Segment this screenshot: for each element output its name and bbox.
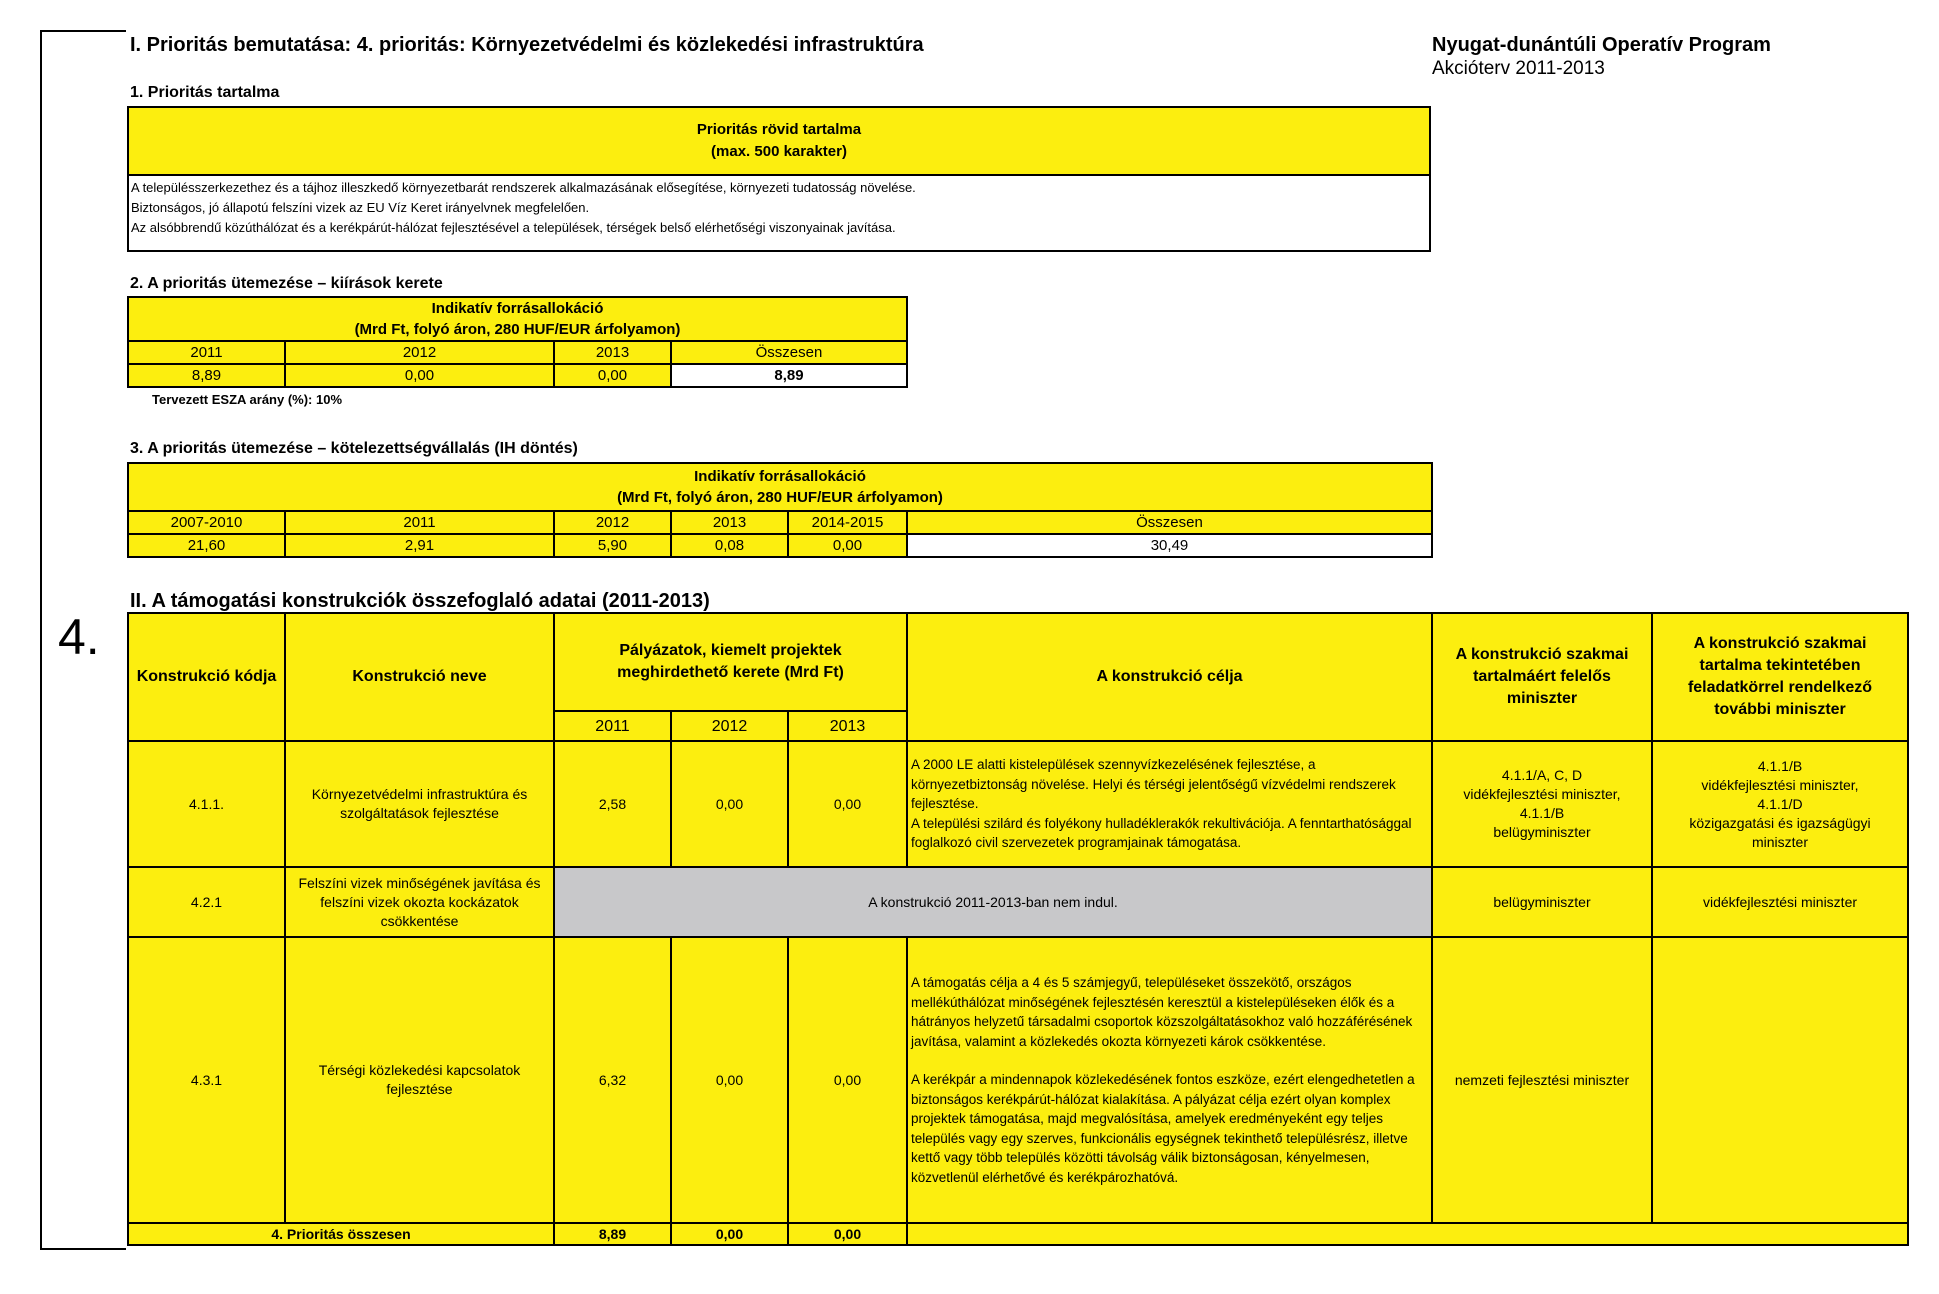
priority-content-table: [127, 106, 1431, 252]
call-schedule-table: [127, 296, 908, 388]
goal-spacer: [911, 1051, 1428, 1070]
value-cell: 5,90: [554, 534, 671, 557]
row-name: Térségi közlekedési kapcsolatok fejlesztése: [285, 937, 554, 1223]
other-minister-line: vidékfejlesztési miniszter,: [1701, 776, 1859, 793]
row-2011: 6,32: [554, 937, 671, 1223]
other-minister-line: 4.1.1/B: [1757, 757, 1803, 774]
row-code: 4.3.1: [128, 937, 285, 1223]
value-cell: 21,60: [128, 534, 285, 557]
call-schedule-title-line1: Indikatív forrásallokáció: [431, 300, 604, 317]
row-2011: 2,58: [554, 741, 671, 867]
plan-subtitle: Akcióterv 2011-2013: [1432, 58, 1605, 79]
section1-heading: 1. Prioritás tartalma: [130, 84, 280, 101]
goal-paragraph: A települési szilárd és folyékony hulladéklerakók rekultivációja. A fenntarthatósággal foglalkozó civil szervezetek programjainak támogatása.: [911, 815, 1412, 851]
commitment-title: [128, 463, 1432, 511]
col-header: Összesen: [907, 511, 1432, 534]
row-name: Környezetvédelmi infrastruktúra és szolgáltatások fejlesztése: [285, 741, 554, 867]
row-code: 4.2.1: [128, 867, 285, 937]
value-cell: 0,00: [285, 364, 554, 387]
goal-paragraph: A kerékpár a mindennapok közlekedésének fontos eszköze, ezért elengedhetetlen a biztonságos kerékpárút-hálózat kialakítása. A pályázat célja ezért olyan komplex projektek támogatása, majd megvalósítása, amelyek eredményeként egy teljes település vagy egy szerves, funkcionális egységnek tekinthető településrész, illetve kettő vagy több település közötti távolság válik biztonságosan, kényelmesen, közvetlenül elérhetővé és kerékpározhatóvá.: [911, 1072, 1415, 1185]
header-goal: A konstrukció célja: [907, 613, 1432, 741]
minister-line: 4.1.1/B: [1519, 805, 1565, 821]
row-goal: [907, 741, 1432, 867]
esza-note: Tervezett ESZA arány (%): 10%: [152, 392, 343, 407]
row-minister: [1432, 741, 1652, 867]
total-filler: [907, 1223, 1908, 1245]
year-header: 2013: [788, 711, 907, 741]
content-box-body: [128, 175, 1430, 251]
col-header: Összesen: [671, 341, 907, 364]
total-row: [128, 1223, 1908, 1245]
content-line: A településszerkezethez és a tájhoz illeszkedő környezetbarát rendszerek alkalmazásának elősegítése, környezeti tudatosság növelése.: [131, 180, 916, 195]
value-cell: 0,00: [554, 364, 671, 387]
content-box-title: [128, 107, 1430, 175]
header-budget: Pályázatok, kiemelt projektek meghirdethető kerete (Mrd Ft): [554, 613, 907, 711]
value-cell: 8,89: [128, 364, 285, 387]
not-started-cell: A konstrukció 2011-2013-ban nem indul.: [554, 867, 1432, 937]
header-name: Konstrukció neve: [285, 613, 554, 741]
col-header: 2013: [554, 341, 671, 364]
col-header: 2012: [554, 511, 671, 534]
commitment-schedule-table: [127, 462, 1433, 558]
year-header: 2012: [671, 711, 788, 741]
goal-paragraph: A 2000 LE alatti kistelepülések szennyvízkezelésének fejlesztése, a környezetbiztonság növelése. Helyi és térségi jelentőségű vízvédelmi rendszerek fejlesztése.: [911, 757, 1396, 812]
row-minister: belügyminiszter: [1432, 867, 1652, 937]
total-2011: 8,89: [554, 1223, 671, 1245]
page-title: I. Prioritás bemutatása: 4. prioritás: Környezetvédelmi és közlekedési infrastruktúra: [130, 34, 924, 56]
other-minister-line: 4.1.1/D: [1757, 795, 1803, 812]
section4-heading: II. A támogatási konstrukciók összefoglaló adatai (2011-2013): [130, 590, 710, 612]
header-code: Konstrukció kódja: [128, 613, 285, 741]
commitment-title-line1: Indikatív forrásallokáció: [694, 468, 866, 485]
content-box-title-line1: Prioritás rövid tartalma: [696, 121, 862, 138]
total-label: 4. Prioritás összesen: [128, 1223, 554, 1245]
table-row: [128, 867, 1908, 937]
section2-heading: 2. A prioritás ütemezése – kiírások kerete: [130, 275, 443, 292]
year-header: 2011: [554, 711, 671, 741]
row-goal: [907, 937, 1432, 1223]
value-cell: 0,00: [788, 534, 907, 557]
col-header: 2014-2015: [788, 511, 907, 534]
row-other-minister: [1652, 741, 1908, 867]
priority-number: 4.: [58, 609, 100, 665]
other-minister-line: közigazgatási és igazságügyi miniszter: [1689, 814, 1871, 850]
commitment-title-line2: (Mrd Ft, folyó áron, 280 HUF/EUR árfolyamon): [617, 489, 943, 506]
total-cell: 8,89: [671, 364, 907, 387]
col-header: 2011: [285, 511, 554, 534]
call-schedule-title-line2: (Mrd Ft, folyó áron, 280 HUF/EUR árfolyamon): [354, 321, 681, 338]
value-cell: 2,91: [285, 534, 554, 557]
row-2013: 0,00: [788, 937, 907, 1223]
content-line: Biztonságos, jó állapotú felszíni vizek az EU Víz Keret irányelvnek megfelelően.: [131, 200, 590, 215]
col-header: 2011: [128, 341, 285, 364]
content-box-title-line2: (max. 500 karakter): [711, 143, 847, 160]
row-2012: 0,00: [671, 741, 788, 867]
row-other-minister: vidékfejlesztési miniszter: [1652, 867, 1908, 937]
minister-line: belügyminiszter: [1493, 824, 1591, 840]
table-row: [128, 741, 1908, 867]
value-cell: 0,08: [671, 534, 788, 557]
constructions-table: [127, 612, 1909, 1246]
row-2012: 0,00: [671, 937, 788, 1223]
total-cell: 30,49: [907, 534, 1432, 557]
total-2013: 0,00: [788, 1223, 907, 1245]
row-name: Felszíni vizek minőségének javítása és felszíni vizek okozta kockázatok csökkentése: [285, 867, 554, 937]
col-header: 2013: [671, 511, 788, 534]
call-schedule-title: [128, 297, 907, 341]
table-row: [128, 937, 1908, 1223]
minister-line: vidékfejlesztési miniszter,: [1463, 786, 1621, 802]
section3-heading: 3. A prioritás ütemezése – kötelezettségvállalás (IH döntés): [130, 440, 578, 457]
row-2013: 0,00: [788, 741, 907, 867]
goal-paragraph: A támogatás célja a 4 és 5 számjegyű, településeket összekötő, országos mellékúthálózat minőségének fejlesztésén keresztül a kistelepüléseken élők és a hátrányos helyzetű társadalmi csoportok közszolgáltatásokhoz való hozzáférésének javítása, valamint a közlekedés okozta környezeti károk csökkentése.: [911, 975, 1413, 1049]
program-title: Nyugat-dunántúli Operatív Program: [1432, 34, 1771, 56]
row-code: 4.1.1.: [128, 741, 285, 867]
row-minister: nemzeti fejlesztési miniszter: [1432, 937, 1652, 1223]
col-header: 2007-2010: [128, 511, 285, 534]
content-line: Az alsóbbrendű közúthálózat és a kerékpárút-hálózat fejlesztésével a települések, térségek belső elérhetőségi viszonyainak javítása.: [131, 220, 896, 235]
row-other-minister: [1652, 937, 1908, 1223]
header-other-minister: A konstrukció szakmai tartalma tekintetében feladatkörrel rendelkező további miniszter: [1652, 613, 1908, 741]
col-header: 2012: [285, 341, 554, 364]
total-2012: 0,00: [671, 1223, 788, 1245]
minister-line: 4.1.1/A, C, D: [1501, 767, 1583, 783]
header-minister: A konstrukció szakmai tartalmáért felelős miniszter: [1432, 613, 1652, 741]
